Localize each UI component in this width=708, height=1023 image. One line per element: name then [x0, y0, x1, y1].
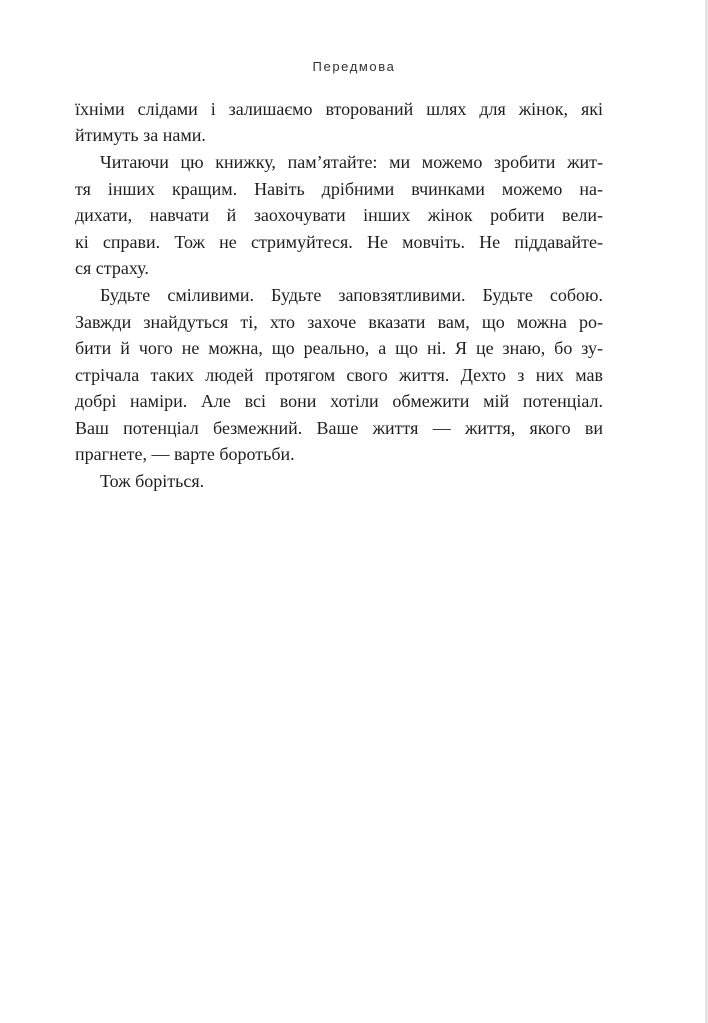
text-line: кі справи. Тож не стримуйтеся. Не мовчіть. Не піддавайте-: [75, 232, 603, 252]
running-head: Передмова: [312, 59, 396, 74]
text-line: дихати, навчати й заохочувати інших жінок робити вели-: [75, 205, 603, 225]
text-line: бити й чого не можна, що реально, а що ні. Я це знаю, бо зу-: [75, 338, 603, 358]
text-line: Завжди знайдуться ті, хто захоче вказати вам, що можна ро-: [75, 312, 603, 332]
text-line: їхніми слідами і залишаємо вторований шлях для жінок, які: [75, 99, 603, 119]
text-line: добрі наміри. Але всі вони хотіли обмежити мій потенціал.: [75, 391, 603, 411]
text-line: прагнете, — варте боротьби.: [75, 444, 295, 464]
text-line: стрічала таких людей протягом свого життя. Дехто з них мав: [75, 365, 603, 385]
text-line: Ваш потенціал безмежний. Ваше життя — життя, якого ви: [75, 418, 603, 438]
paragraph-first-line: Будьте сміливими. Будьте заповзятливими. Будьте собою.: [100, 285, 603, 305]
text-line: йтимуть за нами.: [75, 125, 206, 145]
paragraph-first-line: Тож боріться.: [100, 471, 205, 491]
text-line: тя інших кращим. Навіть дрібними вчинками можемо на-: [75, 179, 603, 199]
paragraph-first-line: Читаючи цю книжку, пам’ятайте: ми можемо зробити жит-: [100, 152, 603, 172]
text-line: ся страху.: [75, 258, 149, 278]
